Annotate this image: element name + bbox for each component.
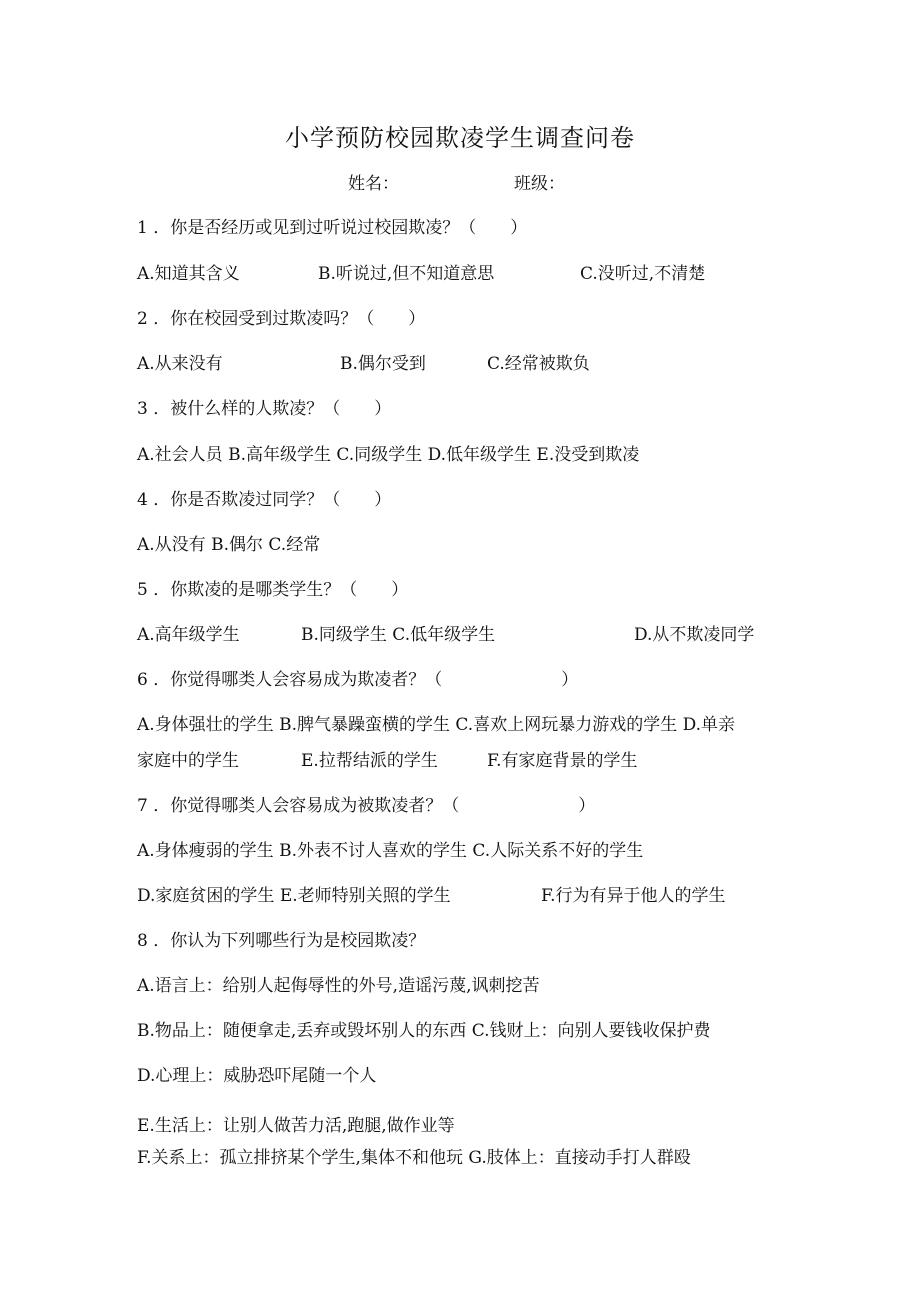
option: 家庭中的学生 [137,751,239,771]
option: E.拉帮结派的学生 [301,751,438,771]
option: D.家庭贫困的学生 E.老师特别关照的学生 [137,886,451,906]
option: D.从不欺凌同学 [634,625,755,645]
question-1: 1 ．你是否经历或见到过听说过校园欺凌？（ ） [137,218,528,238]
question-5: 5 ．你欺凌的是哪类学生？（ ） [137,580,409,600]
question-3: 3 ．被什么样的人欺凌？（ ） [137,399,392,419]
option: A.知道其含义 [137,264,240,284]
option: C.经常被欺负 [487,354,590,374]
question-8: 8 ．你认为下列哪些行为是校园欺凌？ [137,931,426,951]
question-8-option-line: D.心理上：威胁恐吓尾随一个人 [137,1066,377,1086]
name-label: 姓名： [348,174,399,194]
page-title: 小学预防校园欺凌学生调查问卷 [285,124,635,152]
question-7-options-line-1: A.身体瘦弱的学生 B.外表不讨人喜欢的学生 C.人际关系不好的学生 [137,841,644,861]
option: F.行为有异于他人的学生 [541,886,726,906]
question-2: 2 ．你在校园受到过欺凌吗？（ ） [137,309,426,329]
question-4-options: A.从没有 B.偶尔 C.经常 [137,535,321,555]
question-7: 7 ．你觉得哪类人会容易成为被欺凌者？（ ） [137,796,596,816]
option: A.从来没有 [137,354,223,374]
question-6: 6 ．你觉得哪类人会容易成为欺凌者？（ ） [137,670,579,690]
class-label: 班级： [514,174,565,194]
question-6-options-line-1: A.身体强壮的学生 B.脾气暴躁蛮横的学生 C.喜欢上网玩暴力游戏的学生 D.单亲 [137,715,736,735]
option: A.高年级学生 [137,625,240,645]
option: B.同级学生 C.低年级学生 [301,625,496,645]
question-8-option-line: B.物品上：随便拿走,丢弃或毁坏别人的东西 C.钱财上：向别人要钱收保护费 [137,1021,711,1041]
question-8-option-line: A.语言上：给别人起侮辱性的外号,造谣污蔑,讽刺挖苦 [137,976,540,996]
question-8-option-line: F.关系上：孤立排挤某个学生,集体不和他玩 G.肢体上：直接动手打人群殴 [137,1148,691,1168]
question-4: 4 ．你是否欺凌过同学？（ ） [137,490,392,510]
question-3-options: A.社会人员 B.高年级学生 C.同级学生 D.低年级学生 E.没受到欺凌 [137,445,640,465]
option: F.有家庭背景的学生 [487,751,638,771]
option: B.听说过,但不知道意思 [318,264,495,284]
option: C.没听过,不清楚 [580,264,706,284]
question-8-option-line: E.生活上：让别人做苦力活,跑腿,做作业等 [137,1116,455,1136]
option: B.偶尔受到 [340,354,426,374]
